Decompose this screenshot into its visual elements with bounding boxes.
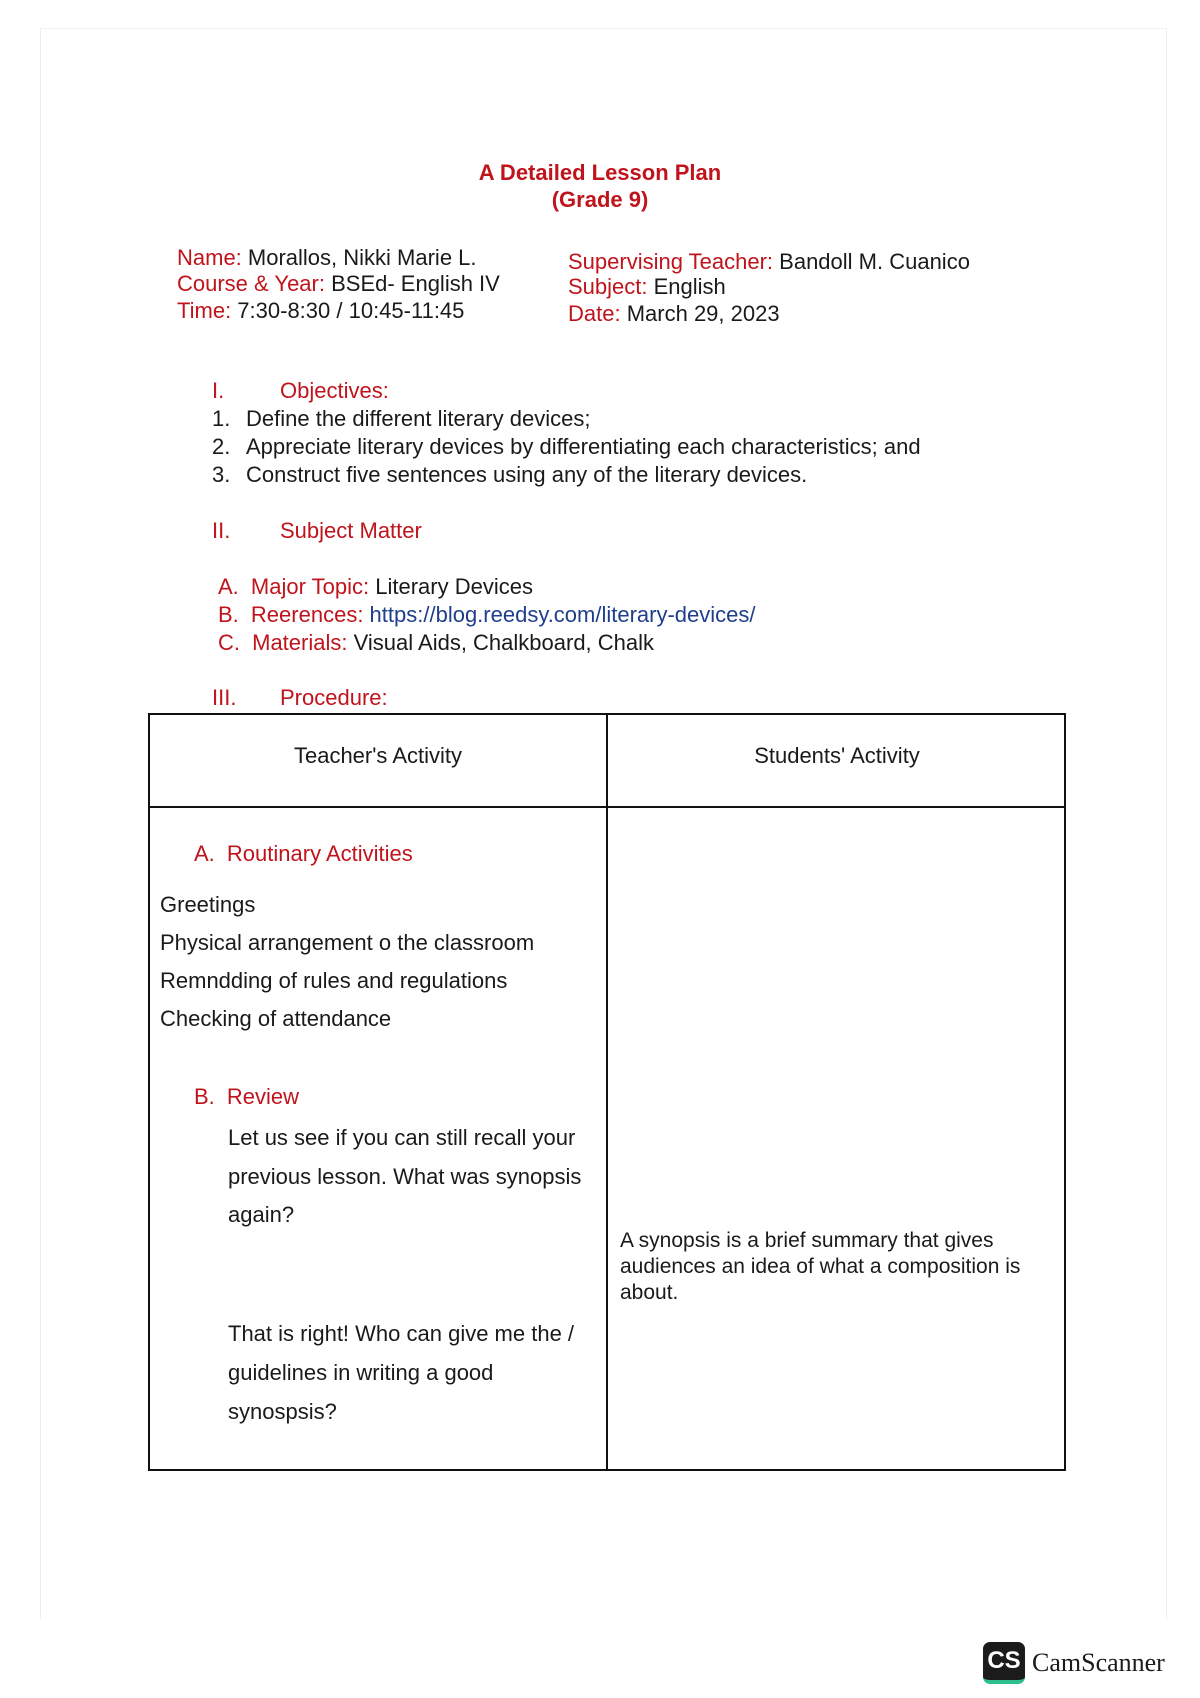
document-title: A Detailed Lesson Plan xyxy=(478,160,722,185)
camscanner-brand: CamScanner xyxy=(1032,1648,1165,1677)
followup-line: synospsis? xyxy=(228,1399,337,1424)
followup-line: guidelines in writing a good xyxy=(228,1360,494,1385)
section-letter: A. xyxy=(194,841,215,866)
subject-field xyxy=(568,274,726,300)
subject-value: English xyxy=(647,274,726,299)
objectives-heading: Objectives: xyxy=(280,378,389,403)
review-heading xyxy=(194,1078,299,1116)
item-letter: C. xyxy=(218,630,240,655)
procedure-numeral: III. xyxy=(212,685,237,710)
routine-item: Checking of attendance xyxy=(160,1006,392,1031)
item-letter: B. xyxy=(218,602,239,627)
course-field xyxy=(177,271,500,297)
procedure-heading: Procedure: xyxy=(280,685,388,710)
review-line: previous lesson. What was synopsis xyxy=(228,1164,582,1189)
routine-item: Greetings xyxy=(160,892,256,917)
document-subtitle: (Grade 9) xyxy=(551,187,649,212)
objective-number: 2. xyxy=(212,434,231,459)
subject-matter-item xyxy=(218,630,654,656)
objective-number: 3. xyxy=(212,462,231,487)
time-label: Time: xyxy=(177,298,232,323)
objective-text: Construct five sentences using any of the literary devices. xyxy=(246,462,808,487)
subject-matter-heading: Subject Matter xyxy=(280,518,422,543)
reference-link[interactable]: https://blog.reedsy.com/literary-devices/ xyxy=(363,602,756,627)
item-label: Reerences: xyxy=(250,602,364,627)
section-title: Review xyxy=(226,1084,300,1109)
teacher-label: Supervising Teacher: xyxy=(568,249,774,274)
subject-matter-numeral: II. xyxy=(212,518,231,543)
section-title: Routinary Activities xyxy=(226,841,413,866)
subject-label: Subject: xyxy=(568,274,648,299)
review-line: Let us see if you can still recall your xyxy=(228,1125,576,1150)
objective-text: Define the different literary devices; xyxy=(246,406,591,431)
objective-item xyxy=(212,406,591,432)
objective-item xyxy=(212,434,921,460)
followup-line: That is right! Who can give me the / xyxy=(228,1321,575,1346)
section-letter: B. xyxy=(194,1084,215,1109)
date-label: Date: xyxy=(568,301,621,326)
objective-number: 1. xyxy=(212,406,231,431)
camscanner-logo-icon: CS xyxy=(983,1642,1025,1684)
teacher-activity-header: Teacher's Activity xyxy=(293,743,463,768)
subject-matter-item xyxy=(218,574,533,600)
table-header-divider xyxy=(150,806,1064,808)
teacher-field xyxy=(568,249,970,275)
time-value: 7:30-8:30 / 10:45-11:45 xyxy=(231,298,465,323)
name-label: Name: xyxy=(177,245,242,270)
student-answer: A synopsis is a brief summary that gives audiences an idea of what a composition is about. xyxy=(620,1229,1021,1304)
name-value: Morallos, Nikki Marie L. xyxy=(241,245,477,270)
item-letter: A. xyxy=(218,574,239,599)
objective-text: Appreciate literary devices by differentiating each characteristics; and xyxy=(246,434,921,459)
date-value: March 29, 2023 xyxy=(620,301,780,326)
time-field xyxy=(177,298,464,324)
item-value: Visual Aids, Chalkboard, Chalk xyxy=(347,630,655,655)
subject-matter-item xyxy=(218,602,756,628)
course-value: BSEd- English IV xyxy=(324,271,500,296)
review-line: again? xyxy=(228,1202,295,1227)
date-field xyxy=(568,301,780,327)
item-label: Materials: xyxy=(252,630,348,655)
item-label: Major Topic: xyxy=(250,574,370,599)
course-label: Course & Year: xyxy=(177,271,325,296)
item-value: Literary Devices xyxy=(369,574,533,599)
objective-item xyxy=(212,462,808,488)
name-field xyxy=(177,245,477,271)
objectives-numeral: I. xyxy=(212,378,225,403)
teacher-value: Bandoll M. Cuanico xyxy=(773,249,970,274)
table-column-divider xyxy=(606,715,608,1469)
students-activity-header: Students' Activity xyxy=(754,743,920,768)
routine-item: Physical arrangement o the classroom xyxy=(160,930,535,955)
procedure-table xyxy=(148,713,1066,1471)
routine-item: Remndding of rules and regulations xyxy=(160,968,508,993)
routinary-activities-heading xyxy=(194,835,413,873)
